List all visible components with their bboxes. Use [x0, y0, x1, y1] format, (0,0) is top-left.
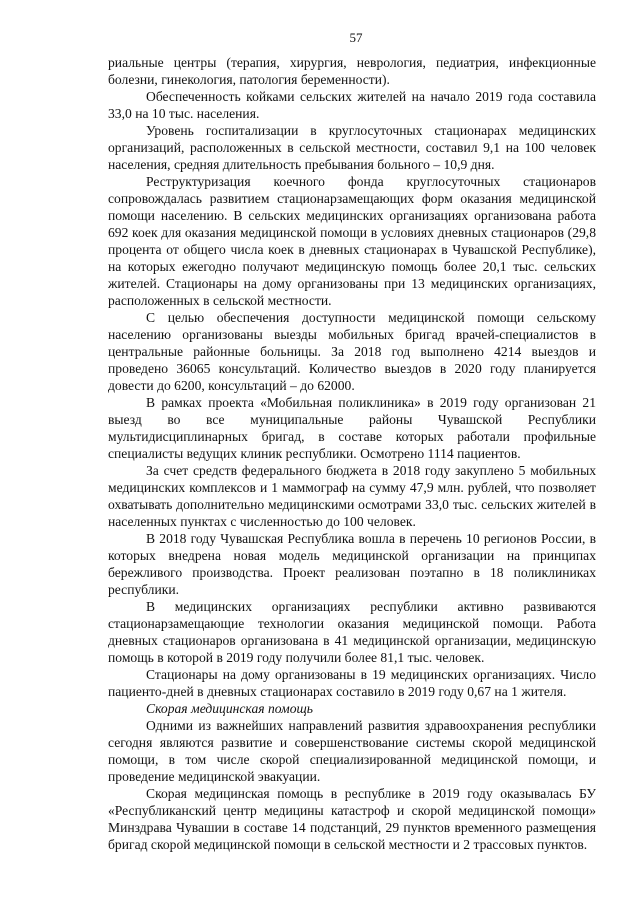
page-number: 57	[349, 30, 363, 45]
paragraph-restructuring: Реструктуризация коечного фонда круглосуточных стационаров сопровождалась развитием стационарзамещающих форм оказания медицинской помощи населению. В сельских медицинских организациях организована работа 692 коек для оказания медицинской помощи в условиях дневных стационаров (29,8 процента от общего числа коек в дневных стационарах в Чувашской Республике), на которых ежегодно получают медицинскую помощь более 20,1 тыс. сельских жителей. Стационары на дому организованы при 13 медицинских организациях, расположенных в сельской местности.	[108, 174, 596, 308]
section-title: Скорая медицинская помощь	[146, 701, 313, 716]
paragraph-emergency-structure: Скорая медицинская помощь в республике в 2019 году оказывалась БУ «Республиканский центр медицины катастроф и скорой медицинской помощи» Минздрава Чувашии в составе 14 подстанций, 29 пунктов временного размещения бригад скорой медицинской помощи в сельской местности и 2 трассовых пунктов.	[108, 786, 596, 852]
paragraph-hospitalization: Уровень госпитализации в круглосуточных стационарах медицинских организаций, расположенных в сельской местности, составил 9,1 на 100 человек населения, средняя длительность пребывания больного – 10,9 дня.	[108, 123, 596, 172]
paragraph-home-hospitals: Стационары на дому организованы в 19 медицинских организациях. Число пациенто-дней в дневных стационарах составило в 2019 году 0,67 на 1 жителя.	[108, 667, 596, 699]
paragraph-continuation: риальные центры (терапия, хирургия, неврология, педиатрия, инфекционные болезни, гинекология, патология беременности).	[108, 55, 596, 87]
paragraph-federal-budget: За счет средств федерального бюджета в 2018 году закуплено 5 мобильных медицинских комплексов и 1 маммограф на сумму 47,9 млн. рублей, что позволяет охватывать дополнительно медицинскими осмотрами 33,0 тыс. сельских жителей в населенных пунктах с численностью до 100 человек.	[108, 463, 596, 529]
paragraph-mobile-teams: С целью обеспечения доступности медицинской помощи сельскому населению организованы выезды мобильных бригад врачей-специалистов в центральные районные больницы. За 2018 год выполнено 4214 выездов и проведено 36065 консультаций. Количество выездов в 2020 году планируется довести до 6200, консультаций – до 62000.	[108, 310, 596, 393]
paragraph-bed-supply: Обеспеченность койками сельских жителей на начало 2019 года составила 33,0 на 10 тыс. населения.	[108, 89, 596, 121]
paragraph-mobile-polyclinic: В рамках проекта «Мобильная поликлиника» в 2019 году организован 21 выезд во все муниципальные районы Чувашской Республики мультидисциплинарных бригад, в составе которых работали профильные специалисты ведущих клиник республики. Осмотрено 1114 пациентов.	[108, 395, 596, 461]
document-page	[108, 30, 596, 853]
paragraph-lean-production: В 2018 году Чувашская Республика вошла в перечень 10 регионов России, в которых внедрена новая модель медицинской организации на принципах бережливого производства. Проект реализован поэтапно в 18 поликлиниках республики.	[108, 531, 596, 597]
paragraph-day-hospitals: В медицинских организациях республики активно развиваются стационарзамещающие технологии оказания медицинской помощи. Работа дневных стационаров организована в 41 медицинской организации, медицинскую помощь в которой в 2019 году получили более 81,1 тыс. человек.	[108, 599, 596, 665]
paragraph-emergency-development: Одними из важнейших направлений развития здравоохранения республики сегодня являются развитие и совершенствование системы скорой медицинской помощи, в том числе скорой специализированной медицинской помощи, и проведение медицинской эвакуации.	[108, 718, 596, 784]
